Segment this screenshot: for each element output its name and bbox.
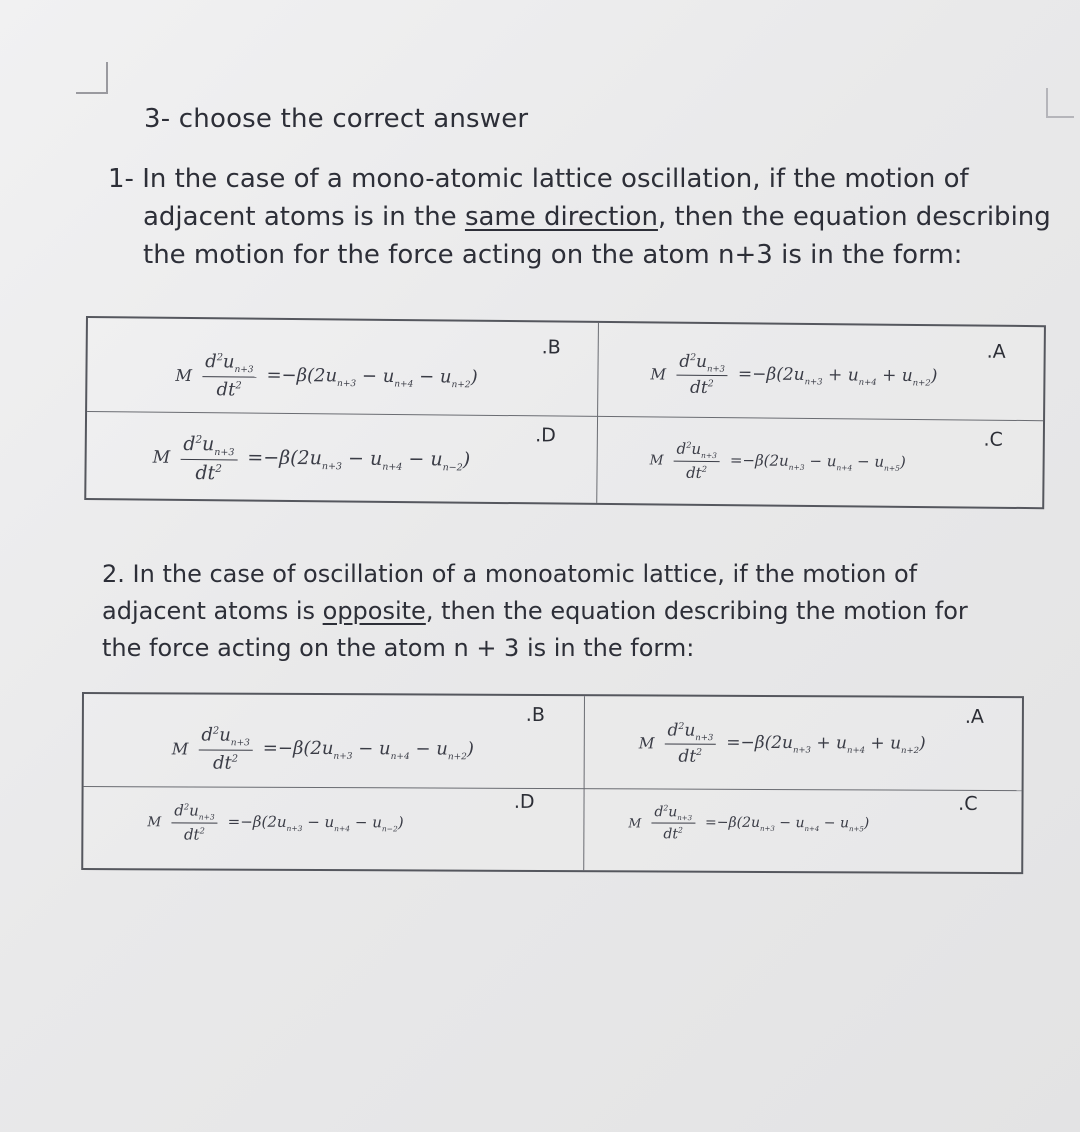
question-2-options-table xyxy=(81,692,1024,874)
option-label: .A xyxy=(964,705,984,728)
section-heading: 3- choose the correct answer xyxy=(144,104,529,134)
fraction-denominator: $dt^2$ xyxy=(212,752,239,774)
option-cell-a[interactable] xyxy=(598,323,1042,419)
option-cell-d[interactable] xyxy=(86,412,596,501)
equation xyxy=(639,720,926,768)
equation xyxy=(147,801,403,844)
question-2-line-2: adjacent atoms is opposite, then the equation describing the motion for xyxy=(102,597,968,625)
option-label: .B xyxy=(541,336,561,359)
option-cell-b[interactable] xyxy=(84,694,583,787)
equation-rhs: $=-\beta(2u_{n+3} - u_{n+4} - u_{n+2})$ xyxy=(266,364,478,390)
equation xyxy=(649,439,906,483)
option-cell-b[interactable] xyxy=(87,318,597,415)
fraction-denominator: $dt^2$ xyxy=(195,461,222,485)
question-1 xyxy=(108,160,1051,274)
fraction-numerator: $d^2u_{n+3}$ xyxy=(651,803,695,824)
fraction-numerator: $d^2u_{n+3}$ xyxy=(198,725,253,751)
option-cell-c[interactable] xyxy=(584,789,1019,870)
option-cell-c[interactable] xyxy=(597,417,1041,505)
equation-rhs: $=-\beta(2u_{n+3} - u_{n+4} - u_{n-2})$ xyxy=(227,812,404,834)
equation-rhs: $=-\beta(2u_{n+3} - u_{n+4} - u_{n+5})$ xyxy=(705,814,870,833)
fraction xyxy=(171,801,218,843)
mass-symbol: M xyxy=(147,814,162,831)
option-label: .C xyxy=(958,792,978,815)
equation xyxy=(152,433,470,487)
fraction xyxy=(664,721,716,768)
mass-symbol: M xyxy=(628,815,642,831)
option-label: .C xyxy=(983,428,1003,451)
fraction-denominator: $dt^2$ xyxy=(183,825,205,844)
fraction-denominator: $dt^2$ xyxy=(686,463,708,482)
fraction-denominator: $dt^2$ xyxy=(663,826,683,843)
fraction-numerator: $d^2u_{n+3}$ xyxy=(673,440,720,462)
question-2 xyxy=(102,556,968,667)
fraction-denominator: $dt^2$ xyxy=(216,378,242,401)
question-1-line-3: the motion for the force acting on the atom n+3 is in the form: xyxy=(143,240,963,270)
fraction xyxy=(202,351,257,400)
fraction-numerator: $d^2u_{n+3}$ xyxy=(180,433,237,460)
option-cell-d[interactable] xyxy=(83,787,582,868)
fraction xyxy=(651,803,695,842)
fraction-denominator: $dt^2$ xyxy=(678,746,703,768)
mass-symbol: M xyxy=(175,365,193,385)
equation-rhs: $=-\beta(2u_{n+3} - u_{n+4} - u_{n-2})$ xyxy=(247,446,471,474)
question-1-line-1: 1- In the case of a mono-atomic lattice oscillation, if the motion of xyxy=(108,164,969,194)
mass-symbol: M xyxy=(171,739,189,759)
option-label: .A xyxy=(986,340,1006,363)
fraction-numerator: $d^2u_{n+3}$ xyxy=(676,352,728,377)
mass-symbol: M xyxy=(638,734,655,753)
underlined-phrase: same direction xyxy=(464,202,658,232)
fraction xyxy=(198,725,253,774)
fraction-numerator: $d^2u_{n+3}$ xyxy=(664,721,716,746)
equation-rhs: $=-\beta(2u_{n+3} + u_{n+4} + u_{n+2})$ xyxy=(726,732,926,757)
fraction-numerator: $d^2u_{n+3}$ xyxy=(202,351,257,377)
question-2-line-1: 2. In the case of oscillation of a monoatomic lattice, if the motion of xyxy=(102,560,918,588)
option-label: .B xyxy=(525,703,545,727)
fraction xyxy=(673,440,720,482)
fraction-denominator: $dt^2$ xyxy=(689,378,714,399)
corner-crop-mark xyxy=(76,62,108,94)
fraction xyxy=(676,352,728,399)
fraction xyxy=(180,433,238,484)
equation xyxy=(628,803,869,843)
question-2-line-3: the force acting on the atom n + 3 is in the form: xyxy=(102,634,695,662)
underlined-phrase: opposite xyxy=(322,597,426,625)
equation xyxy=(175,351,478,402)
mass-symbol: M xyxy=(649,452,664,469)
mass-symbol: M xyxy=(650,365,667,384)
equation-rhs: $=-\beta(2u_{n+3} + u_{n+4} + u_{n+2})$ xyxy=(737,364,938,389)
option-label: .D xyxy=(513,790,535,813)
mass-symbol: M xyxy=(152,448,171,469)
option-label: .D xyxy=(535,424,556,447)
question-1-line-2: adjacent atoms is in the same direction, then the equation describing xyxy=(143,202,1051,232)
equation-rhs: $=-\beta(2u_{n+3} - u_{n+4} - u_{n+5})$ xyxy=(729,451,906,473)
equation-rhs: $=-\beta(2u_{n+3} - u_{n+4} - u_{n+2})$ xyxy=(262,737,475,762)
question-1-options-table xyxy=(84,316,1046,509)
fraction-numerator: $d^2u_{n+3}$ xyxy=(171,801,218,823)
equation xyxy=(172,724,474,774)
corner-crop-mark xyxy=(1046,88,1074,118)
option-cell-a[interactable] xyxy=(585,696,1020,789)
equation xyxy=(650,351,937,400)
